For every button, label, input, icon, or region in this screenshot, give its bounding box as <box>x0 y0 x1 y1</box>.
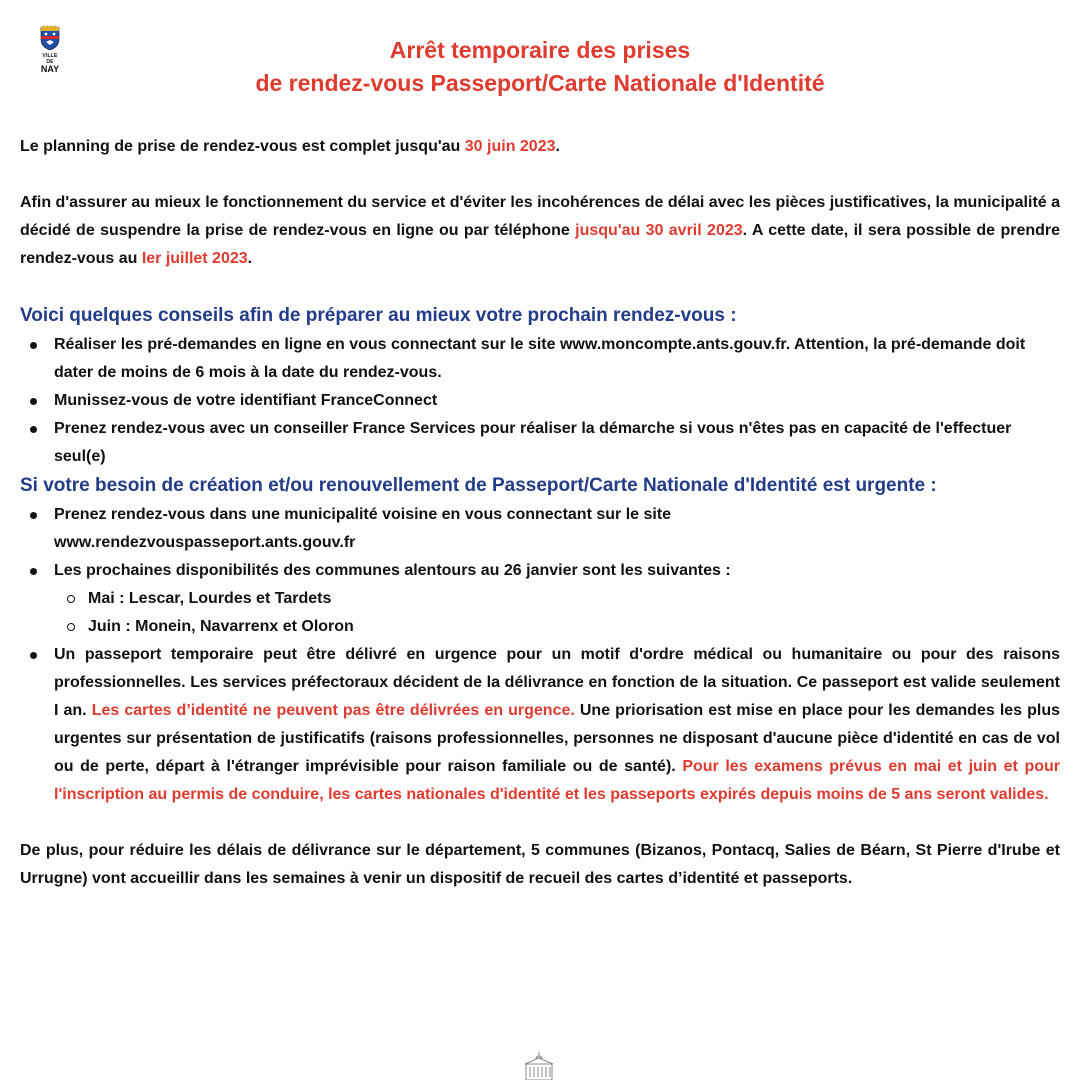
suspension-date-1: jusqu'au 30 avril 2023 <box>575 222 743 239</box>
list-item: Réaliser les pré-demandes en ligne en vous connectant sur le site www.moncompte.ants.gouv.fr. Attention, la pré-demande doit dater de moins de 6 mois à la date du rendez-vous. <box>54 331 1060 387</box>
title-line-2: de rendez-vous Passeport/Carte Nationale d'Identité <box>255 70 825 96</box>
suspension-text-3: . <box>247 250 253 267</box>
coat-of-arms-icon <box>38 24 62 52</box>
urgent-list <box>20 501 1060 809</box>
temporary-passport-text: Un passeport temporaire peut être délivré en urgence pour un motif d'ordre médical ou humanitaire ou pour des raisons professionnelles. Les services préfectoraux décident de la délivrance en fonction de la situation. Ce passeport est valide seulement I an. <box>54 646 1060 719</box>
sub-list-item: Juin : Monein, Navarrenx et Oloron <box>88 613 1060 641</box>
neighbour-booking-text: Prenez rendez-vous dans une municipalité voisine en vous connectant sur le site <box>54 506 672 523</box>
list-item: Munissez-vous de votre identifiant FranceConnect <box>54 387 1060 415</box>
sub-list-item: Mai : Lescar, Lourdes et Tardets <box>88 585 1060 613</box>
closing-paragraph: De plus, pour réduire les délais de délivrance sur le département, 5 communes (Bizanos, Pontacq, Salies de Béarn, St Pierre d'Irube et Urrugne) vont accueillir dans les semaines à venir un dispositif de recueil des cartes d’identité et passeports. <box>20 842 1060 887</box>
exam-validity-note: Pour les examens prévus en mai et juin et pour l'inscription au permis de conduire, les cartes nationales d'identité et les passeports expirés depuis moins de 5 ans seront valides. <box>54 758 1060 803</box>
advice-list <box>20 331 1060 471</box>
availability-text: Les prochaines disponibilités des communes alentours au 26 janvier sont les suivantes : <box>54 562 731 579</box>
list-item <box>54 557 1060 641</box>
page-title <box>60 34 1020 100</box>
suspension-date-2: Ier juillet 2023 <box>141 250 248 267</box>
booking-url: www.rendezvouspasseport.ants.gouv.fr <box>54 534 356 551</box>
suspension-text-1: Afin d'assurer au mieux le fonctionnement du service et d'éviter les incohérences de délai avec les pièces justificatives, la municipalité a décidé de suspendre la prise de rendez-vous en ligne ou par téléphone <box>20 194 1061 239</box>
logo-top-text: VILLE DE <box>42 53 58 65</box>
list-item: Prenez rendez-vous avec un conseiller France Services pour réaliser la démarche si vous n'êtes pas en capacité de l'effectuer seul(e) <box>54 415 1060 471</box>
intro-date: 30 juin 2023 <box>464 138 556 155</box>
intro-end: . <box>555 138 560 155</box>
town-logo <box>38 24 62 74</box>
prioritisation-text: Une priorisation est mise en place pour les demandes les plus urgentes sur présentation de justificatifs (raisons professionnelles, personnes ne disposant d'aucune pièce d'identité en cas de vol ou de perte, départ à l'étranger imprévisible pour raison familiale ou de santé). <box>54 702 1061 775</box>
title-line-1: Arrêt temporaire des prises <box>389 37 691 63</box>
list-item <box>54 501 1060 557</box>
availability-sublist <box>54 585 1060 641</box>
urgent-heading: Si votre besoin de création et/ou renouvellement de Passeport/Carte Nationale d'Identité est urgente : <box>20 475 937 496</box>
suspension-text-2: . A cette date, il sera possible de prendre rendez-vous au <box>20 222 1061 267</box>
intro-paragraph <box>20 133 1060 161</box>
advice-heading: Voici quelques conseils afin de préparer au mieux votre prochain rendez-vous : <box>20 305 737 326</box>
logo-main-text: NAY <box>40 64 60 74</box>
list-item <box>54 641 1060 809</box>
suspension-paragraph <box>20 189 1060 273</box>
document-body <box>20 133 1060 893</box>
intro-text: Le planning de prise de rendez-vous est complet jusqu'au <box>20 138 465 155</box>
id-card-warning: Les cartes d’identité ne peuvent pas être délivrées en urgence. <box>91 702 575 719</box>
